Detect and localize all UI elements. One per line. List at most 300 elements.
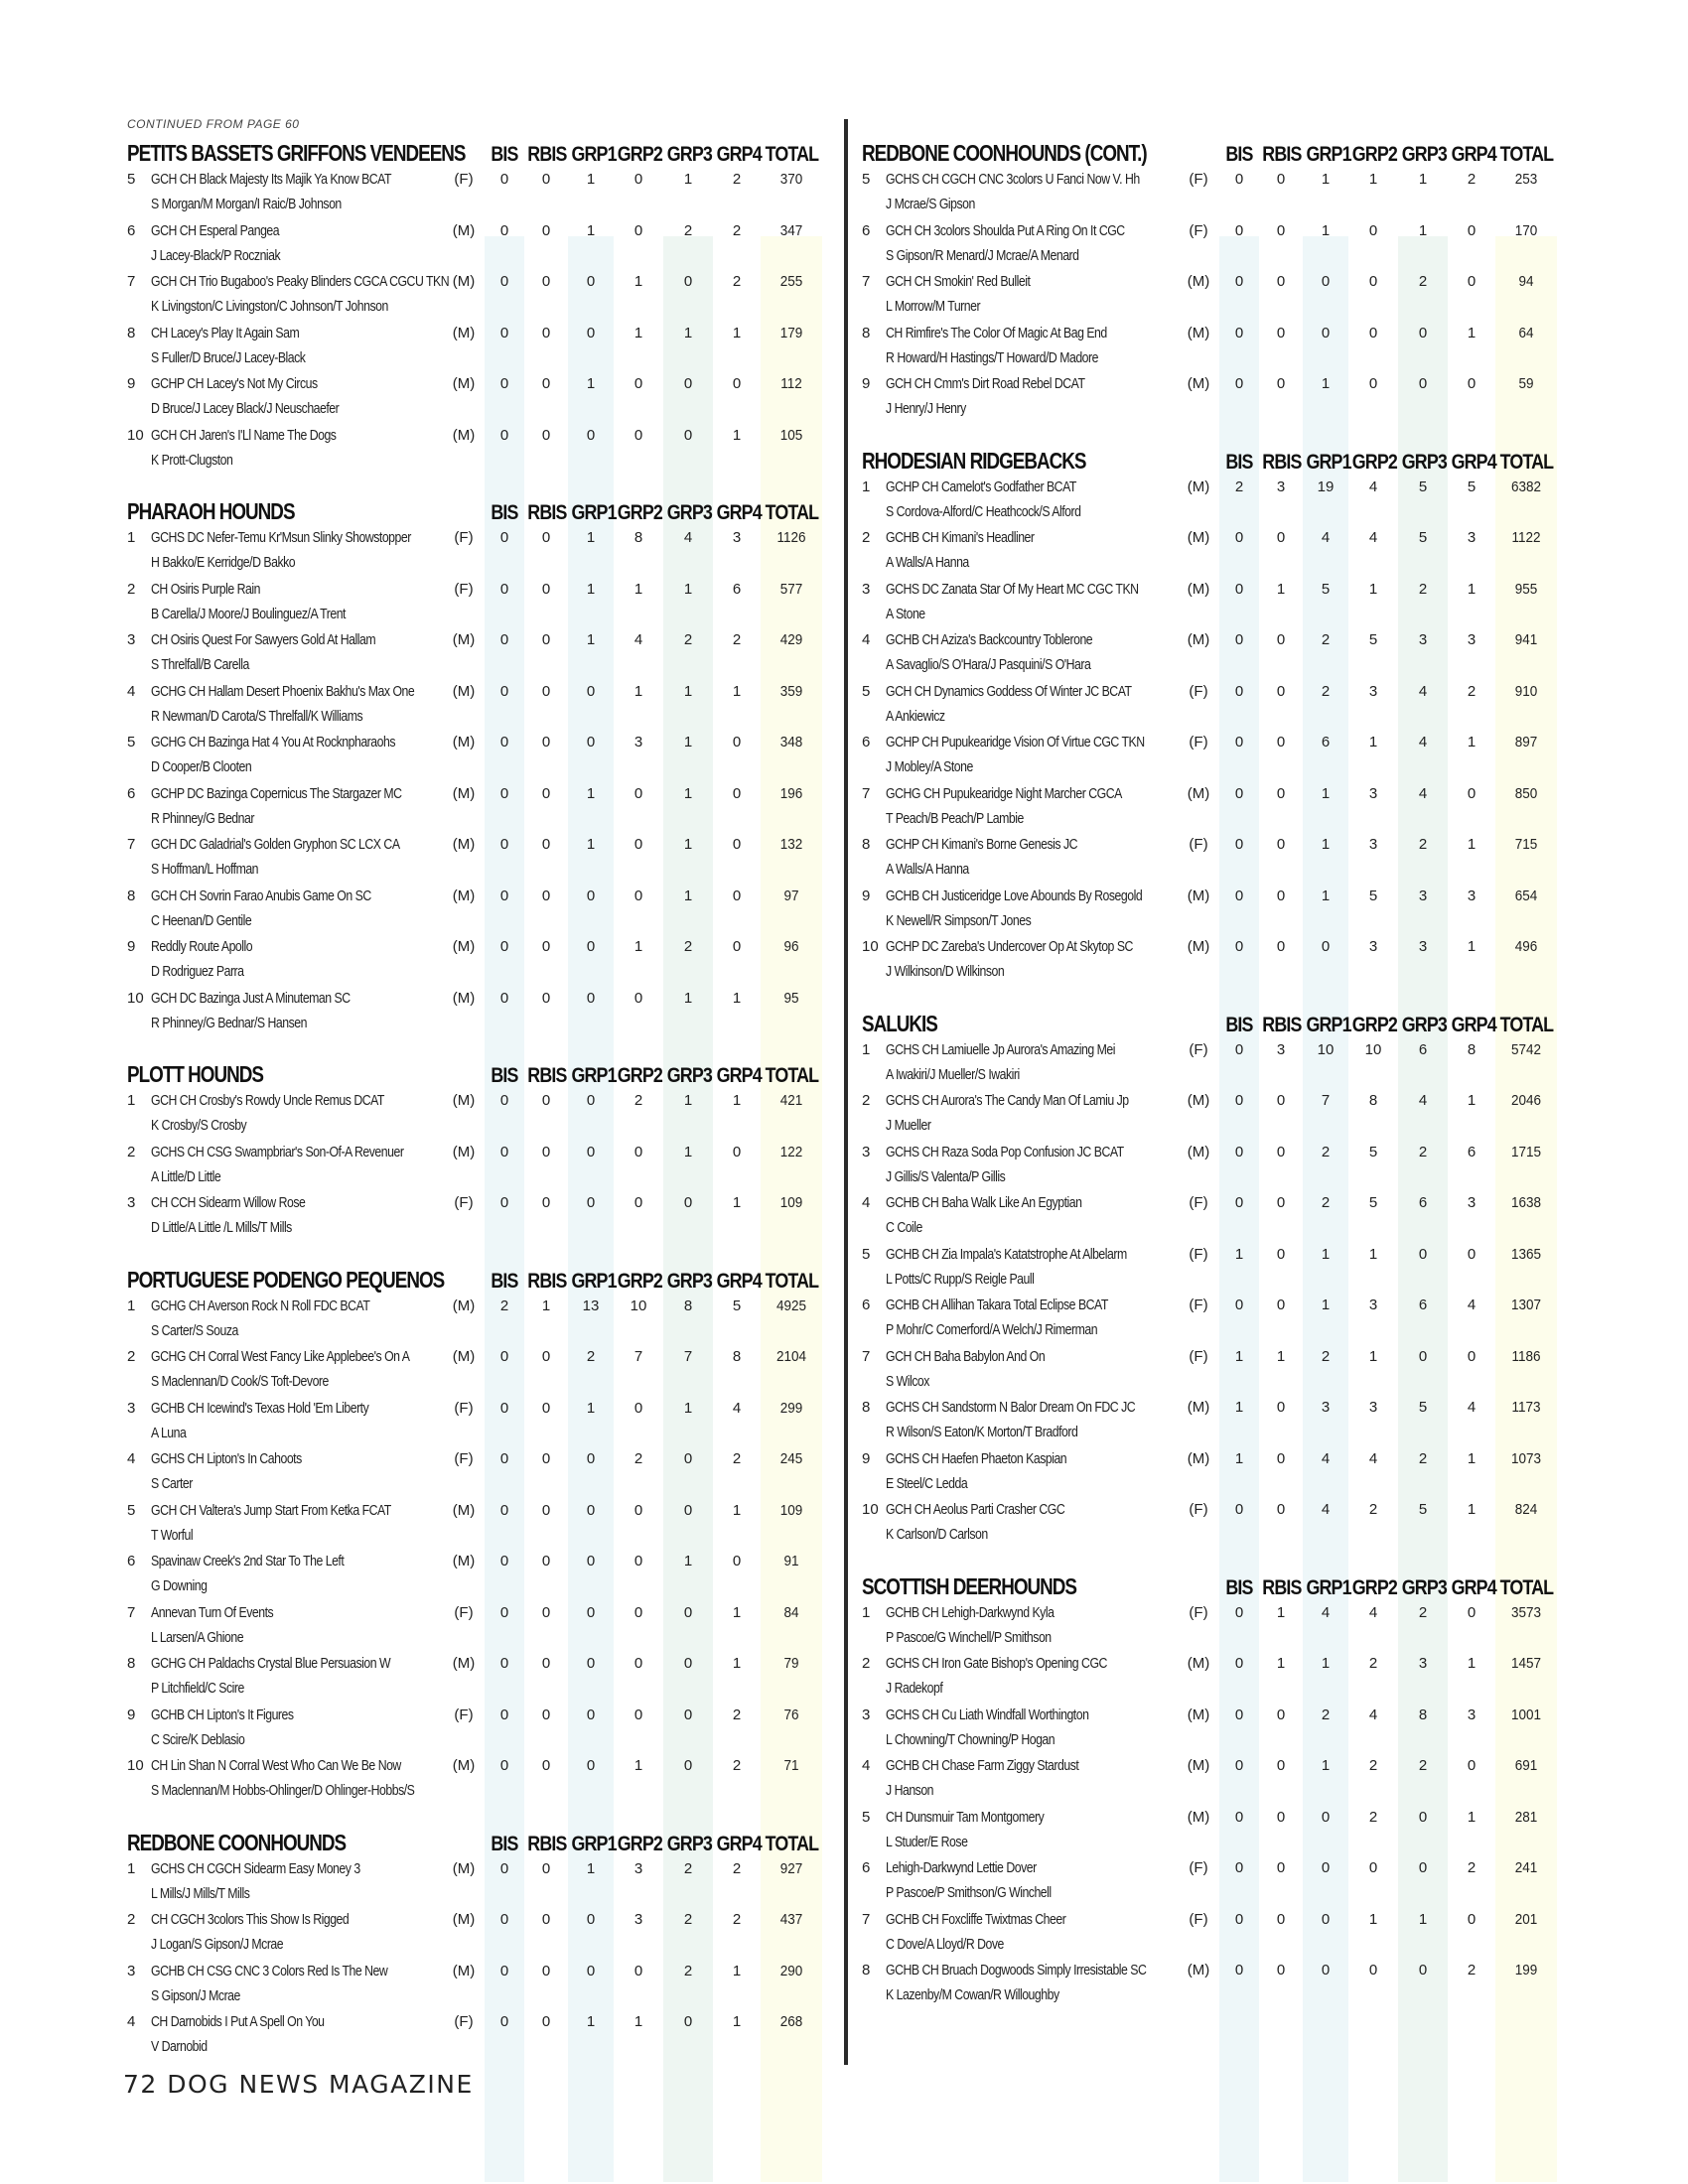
rbis-value: 0: [541, 836, 551, 853]
grp4-value: 0: [732, 938, 742, 955]
ranking-row: [127, 167, 846, 218]
sex-marker: (M): [1187, 887, 1210, 904]
dog-name: GCH CH Valtera's Jump Start From Ketka FCAT: [151, 1501, 391, 1519]
breed-section: [127, 137, 846, 474]
grp2-value: 0: [633, 784, 643, 802]
grp4-value: 0: [732, 887, 742, 904]
rank-number: 10: [127, 989, 144, 1007]
total-value: 241: [1514, 1859, 1538, 1876]
grp2-value: 0: [633, 1399, 643, 1417]
ranking-row: [862, 1446, 1581, 1498]
rbis-value: 0: [541, 1911, 551, 1928]
owner-names: S Carter: [151, 1475, 193, 1492]
entry-names: [886, 167, 1178, 218]
grp4-value: 2: [1467, 1859, 1477, 1876]
grp3-value: 2: [683, 221, 693, 239]
owner-names: S Maclennan/D Cook/S Toft-Devore: [151, 1373, 329, 1390]
ranking-row: [127, 1498, 846, 1550]
column-header-grp4: GRP4: [716, 1269, 762, 1293]
grp4-value: 2: [732, 171, 742, 188]
bis-value: 0: [1234, 1757, 1244, 1774]
total-value: 437: [779, 1911, 803, 1928]
owner-names: S Gipson/J Mcrae: [151, 1986, 240, 2004]
rbis-value: 0: [1276, 734, 1286, 751]
entry-names: [886, 1088, 1178, 1140]
grp1-value: 2: [1321, 631, 1331, 648]
rank-number: 3: [862, 1706, 871, 1723]
owner-names: J Mcrae/S Gipson: [886, 196, 975, 212]
sex-marker: (F): [454, 1706, 474, 1723]
grp1-value: 0: [586, 1911, 596, 1928]
entry-names: [886, 627, 1178, 679]
total-value: 79: [783, 1655, 799, 1672]
rank-number: 9: [127, 1706, 136, 1723]
entry-names: [886, 1600, 1178, 1652]
rbis-value: 0: [1276, 1245, 1286, 1263]
sex-marker: (M): [452, 1501, 476, 1519]
total-value: 109: [779, 1501, 803, 1519]
owner-names: S Threlfall/B Carella: [151, 656, 249, 673]
grp4-value: 0: [1467, 221, 1477, 239]
breed-title: REDBONE COONHOUNDS: [127, 1829, 347, 1855]
dog-name: GCHG CH Paldachs Crystal Blue Persuasion W: [151, 1655, 391, 1672]
total-value: 654: [1514, 887, 1538, 904]
sex-marker: (M): [452, 887, 476, 904]
breed-title: SCOTTISH DEERHOUNDS: [862, 1572, 1077, 1599]
grp1-value: 4: [1321, 529, 1331, 546]
ranking-row: [862, 1395, 1581, 1446]
bis-value: 0: [499, 1399, 509, 1417]
sex-marker: (F): [1189, 221, 1208, 239]
grp4-value: 0: [732, 375, 742, 392]
total-value: 910: [1514, 682, 1538, 700]
grp2-value: 0: [633, 375, 643, 392]
ranking-row: [127, 627, 846, 679]
grp4-value: 0: [732, 784, 742, 802]
column-header-grp4: GRP4: [1451, 1575, 1496, 1599]
grp1-value: 2: [586, 1348, 596, 1365]
sex-marker: (M): [1187, 1706, 1210, 1723]
grp1-value: 1: [586, 221, 596, 239]
total-value: 132: [779, 836, 803, 853]
sex-marker: (F): [454, 1194, 474, 1211]
ranking-row: [127, 1294, 846, 1345]
column-header-bis: BIS: [1225, 1575, 1253, 1599]
bis-value: 0: [1234, 836, 1244, 853]
rank-number: 5: [127, 734, 136, 751]
total-value: 76: [783, 1706, 799, 1723]
grp4-value: 3: [1467, 631, 1477, 648]
column-header-rbis: RBIS: [527, 1064, 567, 1087]
rank-number: 2: [127, 1143, 136, 1160]
rbis-value: 0: [1276, 375, 1286, 392]
rbis-value: 0: [1276, 1194, 1286, 1211]
bis-value: 0: [1234, 1962, 1244, 1979]
grp4-value: 2: [732, 1911, 742, 1928]
grp1-value: 0: [586, 887, 596, 904]
owner-names: C Scire/K Deblasio: [151, 1730, 245, 1748]
column-header-grp1: GRP1: [1306, 143, 1351, 166]
rbis-value: 0: [541, 580, 551, 598]
column-header-grp1: GRP1: [1306, 1013, 1351, 1036]
section-header: [127, 495, 846, 525]
rbis-value: 0: [1276, 1399, 1286, 1416]
grp1-value: 1: [1321, 171, 1331, 188]
entry-names: [151, 1907, 443, 1959]
total-value: 170: [1514, 221, 1538, 239]
column-header-grp3: GRP3: [666, 1832, 712, 1855]
entry-names: [151, 884, 443, 935]
column-header-grp2: GRP2: [617, 143, 662, 166]
grp3-value: 3: [1418, 938, 1428, 955]
sex-marker: (F): [1189, 1040, 1208, 1058]
bis-value: 0: [1234, 1706, 1244, 1723]
grp1-value: 0: [586, 1655, 596, 1672]
grp1-value: 7: [1321, 1092, 1331, 1109]
entry-names: [151, 269, 450, 321]
grp4-value: 2: [732, 273, 742, 290]
dog-name: GCHB CH Allihan Takara Total Eclipse BCAT: [886, 1297, 1108, 1313]
rank-number: 2: [862, 1092, 871, 1109]
grp3-value: 8: [1418, 1706, 1428, 1723]
grp4-value: 3: [1467, 529, 1477, 546]
entry-names: [151, 1600, 443, 1652]
total-value: 359: [779, 682, 803, 700]
column-header-grp4: GRP4: [716, 1832, 762, 1855]
dog-name: GCHP CH Camelot's Godfather BCAT: [886, 478, 1076, 495]
bis-value: 0: [499, 1553, 509, 1570]
grp4-value: 4: [1467, 1297, 1477, 1313]
grp3-value: 1: [683, 1092, 693, 1109]
entry-names: [151, 679, 443, 731]
owner-names: A Little/D Little: [151, 1167, 221, 1185]
rank-number: 4: [862, 631, 871, 648]
grp3-value: 1: [1418, 221, 1428, 239]
grp4-value: 0: [1467, 1910, 1477, 1928]
grp2-value: 0: [633, 1501, 643, 1519]
rbis-value: 3: [1276, 478, 1286, 495]
owner-names: S Maclennan/M Hobbs-Ohlinger/D Ohlinger-Hobbs/S: [151, 1782, 415, 1799]
entry-names: [151, 986, 443, 1037]
total-value: 201: [1514, 1910, 1538, 1928]
dog-name: CH Rimfire's The Color Of Magic At Bag End: [886, 324, 1107, 341]
sex-marker: (M): [1187, 375, 1210, 392]
grp1-value: 0: [586, 1962, 596, 1979]
column-header-bis: BIS: [1225, 450, 1253, 474]
dog-name: Spavinaw Creek's 2nd Star To The Left: [151, 1553, 345, 1570]
dog-name: GCH CH 3colors Shoulda Put A Ring On It CGC: [886, 221, 1125, 239]
owner-names: S Carter/S Souza: [151, 1321, 238, 1339]
rank-number: 6: [862, 734, 871, 751]
bis-value: 0: [499, 1962, 509, 1979]
bis-value: 0: [1234, 1808, 1244, 1826]
rbis-value: 0: [1276, 324, 1286, 341]
grp4-value: 0: [732, 734, 742, 751]
dog-name: GCH CH Esperal Pangea: [151, 221, 280, 239]
rank-number: 1: [862, 1040, 871, 1058]
rank-number: 7: [862, 1347, 871, 1365]
grp2-value: 0: [633, 1194, 643, 1211]
entry-names: [151, 423, 443, 475]
column-header-grp1: GRP1: [1306, 450, 1351, 474]
grp4-value: 1: [732, 1603, 742, 1621]
grp4-value: 3: [732, 529, 742, 546]
bis-value: 1: [1234, 1449, 1244, 1467]
column-header-total: TOTAL: [1499, 450, 1554, 474]
grp3-value: 2: [1418, 1757, 1428, 1774]
dog-name: GCHB CH Lehigh-Darkwynd Kyla: [886, 1603, 1055, 1621]
grp2-value: 1: [1368, 1910, 1378, 1928]
grp3-value: 0: [1418, 1347, 1428, 1365]
ranking-row: [862, 1703, 1581, 1754]
rbis-value: 0: [1276, 682, 1286, 700]
rank-number: 8: [127, 887, 136, 904]
rank-number: 1: [862, 478, 871, 495]
total-value: 199: [1514, 1962, 1538, 1979]
entry-names: [151, 730, 443, 781]
rank-number: 5: [127, 1501, 136, 1519]
grp4-value: 1: [732, 989, 742, 1007]
rbis-value: 0: [1276, 171, 1286, 188]
bis-value: 0: [1234, 221, 1244, 239]
sex-marker: (M): [1187, 529, 1210, 546]
dog-name: GCHS CH Lamiuelle Jp Aurora's Amazing Mei: [886, 1040, 1116, 1058]
dog-name: GCHB CH Chase Farm Ziggy Stardust: [886, 1757, 1079, 1774]
owner-names: J Wilkinson/D Wilkinson: [886, 963, 1005, 980]
entry-names: [151, 627, 443, 679]
grp2-value: 7: [633, 1348, 643, 1365]
owner-names: J Mobley/A Stone: [886, 758, 973, 775]
entry-names: [151, 1088, 443, 1140]
rbis-value: 0: [541, 273, 551, 290]
grp2-value: 0: [1368, 1859, 1378, 1876]
entry-names: [151, 832, 443, 884]
sex-marker: (M): [1187, 324, 1210, 341]
dog-name: CH CGCH 3colors This Show Is Rigged: [151, 1911, 350, 1928]
ranking-row: [127, 321, 846, 372]
rank-number: 5: [127, 171, 136, 188]
sex-marker: (F): [1189, 1859, 1208, 1876]
bis-value: 0: [499, 1757, 509, 1774]
rank-number: 4: [862, 1757, 871, 1774]
dog-name: GCHB CH Kimani's Headliner: [886, 529, 1035, 546]
column-header-grp4: GRP4: [1451, 1013, 1496, 1036]
sex-marker: (M): [452, 784, 476, 802]
rank-number: 10: [127, 426, 144, 444]
bis-value: 0: [1234, 734, 1244, 751]
rbis-value: 0: [541, 734, 551, 751]
ranking-row: [862, 832, 1581, 884]
entry-names: [886, 1242, 1178, 1294]
grp1-value: 0: [586, 1450, 596, 1467]
column-header-grp2: GRP2: [617, 1832, 662, 1855]
column-header-total: TOTAL: [1499, 1575, 1554, 1599]
sex-marker: (M): [1187, 784, 1210, 802]
grp1-value: 1: [586, 1399, 596, 1417]
grp1-value: 0: [586, 426, 596, 444]
ranking-row: [862, 1190, 1581, 1242]
bis-value: 0: [499, 171, 509, 188]
column-header-rbis: RBIS: [1262, 143, 1302, 166]
entry-names: [151, 781, 443, 833]
grp2-value: 10: [630, 1297, 647, 1314]
rank-number: 1: [127, 1092, 136, 1109]
grp4-value: 2: [732, 1757, 742, 1774]
rbis-value: 0: [541, 1603, 551, 1621]
grp1-value: 1: [1321, 1245, 1331, 1263]
entry-names: [151, 1549, 443, 1600]
column-header-grp1: GRP1: [571, 1269, 617, 1293]
grp2-value: 0: [633, 989, 643, 1007]
grp3-value: 6: [1418, 1194, 1428, 1211]
rbis-value: 0: [1276, 1501, 1286, 1518]
owner-names: L Chowning/T Chowning/P Hogan: [886, 1730, 1055, 1748]
grp1-value: 0: [586, 989, 596, 1007]
entry-names: [886, 1651, 1178, 1703]
entry-names: [886, 577, 1178, 628]
entry-names: [151, 1651, 443, 1703]
sex-marker: (M): [1187, 1449, 1210, 1467]
grp3-value: 2: [1418, 1449, 1428, 1467]
column-header-grp4: GRP4: [716, 1064, 762, 1087]
column-header-bis: BIS: [491, 1269, 518, 1293]
grp4-value: 1: [1467, 836, 1477, 853]
total-value: 348: [779, 734, 803, 751]
grp3-value: 0: [1418, 1962, 1428, 1979]
grp2-value: 3: [1368, 938, 1378, 955]
grp2-value: 3: [633, 1859, 643, 1877]
grp2-value: 1: [1368, 1245, 1378, 1263]
grp3-value: 4: [1418, 1092, 1428, 1109]
bis-value: 0: [1234, 682, 1244, 700]
bis-value: 0: [1234, 1092, 1244, 1109]
grp2-value: 1: [1368, 171, 1378, 188]
rank-number: 10: [862, 938, 879, 955]
rbis-value: 0: [541, 529, 551, 546]
total-value: 2046: [1510, 1092, 1542, 1109]
grp4-value: 5: [732, 1297, 742, 1314]
owner-names: H Bakko/E Kerridge/D Bakko: [151, 554, 296, 571]
entry-names: [886, 525, 1178, 577]
ranking-row: [127, 423, 846, 475]
total-value: 64: [1518, 324, 1534, 341]
grp1-value: 1: [586, 784, 596, 802]
rank-number: 3: [862, 580, 871, 598]
owner-names: T Worful: [151, 1526, 194, 1544]
bis-value: 0: [1234, 1859, 1244, 1876]
dog-name: Reddly Route Apollo: [151, 938, 253, 955]
sex-marker: (F): [454, 1450, 474, 1467]
entry-names: [886, 934, 1178, 986]
grp3-value: 0: [683, 1757, 693, 1774]
grp3-value: 0: [683, 273, 693, 290]
rbis-value: 0: [541, 1194, 551, 1211]
dog-name: GCHS CH Cu Liath Windfall Worthington: [886, 1706, 1089, 1723]
grp3-value: 1: [683, 1553, 693, 1570]
rbis-value: 0: [1276, 631, 1286, 648]
owner-names: C Coile: [886, 1219, 922, 1236]
dog-name: GCHS CH Sandstorm N Balor Dream On FDC JC: [886, 1399, 1136, 1416]
ranking-row: [862, 321, 1581, 372]
ranking-row: [862, 1958, 1581, 2009]
sex-marker: (M): [452, 1348, 476, 1365]
dog-name: GCH CH Aeolus Parti Crasher CGC: [886, 1501, 1065, 1518]
dog-name: GCHS CH Haefen Phaeton Kaspian: [886, 1449, 1067, 1467]
entry-names: [886, 1446, 1178, 1498]
rbis-value: 0: [1276, 836, 1286, 853]
entry-names: [151, 525, 443, 577]
rank-number: 5: [862, 682, 871, 700]
ranking-row: [127, 1396, 846, 1447]
ranking-row: [862, 475, 1581, 526]
grp3-value: 4: [1418, 682, 1428, 700]
grp3-value: 5: [1418, 1501, 1428, 1518]
total-value: 927: [779, 1859, 803, 1877]
grp1-value: 1: [1321, 784, 1331, 802]
grp2-value: 4: [633, 631, 643, 648]
rank-number: 10: [127, 1757, 144, 1774]
grp4-value: 3: [1467, 1706, 1477, 1723]
ranking-row: [127, 1549, 846, 1600]
owner-names: K Livingston/C Livingston/C Johnson/T Johnson: [151, 298, 388, 315]
grp3-value: 1: [1418, 1910, 1428, 1928]
entry-names: [886, 321, 1178, 372]
grp4-value: 1: [732, 682, 742, 700]
sex-marker: (M): [452, 938, 476, 955]
rank-number: 9: [127, 375, 136, 392]
bis-value: 0: [1234, 887, 1244, 904]
owner-names: D Bruce/J Lacey Black/J Neuschaefer: [151, 400, 340, 417]
rbis-value: 0: [1276, 1808, 1286, 1826]
grp1-value: 1: [586, 1859, 596, 1877]
rbis-value: 0: [541, 887, 551, 904]
grp3-value: 0: [1418, 375, 1428, 392]
rbis-value: 0: [1276, 887, 1286, 904]
grp3-value: 3: [1418, 631, 1428, 648]
grp2-value: 0: [633, 221, 643, 239]
rbis-value: 0: [541, 1348, 551, 1365]
bis-value: 1: [1234, 1245, 1244, 1263]
grp3-value: 0: [683, 375, 693, 392]
rbis-value: 0: [1276, 1449, 1286, 1467]
ranking-row: [862, 1037, 1581, 1089]
grp2-value: 2: [633, 1450, 643, 1467]
bis-value: 0: [499, 1348, 509, 1365]
grp3-value: 1: [683, 580, 693, 598]
dog-name: CH Osiris Quest For Sawyers Gold At Hallam: [151, 631, 376, 648]
column-header-total: TOTAL: [765, 501, 819, 524]
rbis-value: 0: [541, 989, 551, 1007]
bis-value: 0: [1234, 324, 1244, 341]
bis-value: 0: [499, 2013, 509, 2030]
column-header-rbis: RBIS: [1262, 1575, 1302, 1599]
grp3-value: 1: [683, 887, 693, 904]
bis-value: 0: [1234, 1603, 1244, 1621]
grp3-value: 3: [1418, 1655, 1428, 1672]
grp1-value: 0: [586, 1757, 596, 1774]
owner-names: R Newman/D Carota/S Threlfall/K Williams: [151, 707, 363, 725]
breed-section: [862, 137, 1581, 423]
sex-marker: (F): [1189, 1245, 1208, 1263]
ranking-row: [862, 1293, 1581, 1344]
entry-names: [886, 269, 1178, 321]
rank-number: 6: [127, 221, 136, 239]
owner-names: K Carlson/D Carlson: [886, 1526, 988, 1543]
ranking-row: [127, 2009, 846, 2061]
section-header: [127, 137, 846, 167]
sex-marker: (F): [1189, 682, 1208, 700]
rank-number: 8: [862, 324, 871, 341]
